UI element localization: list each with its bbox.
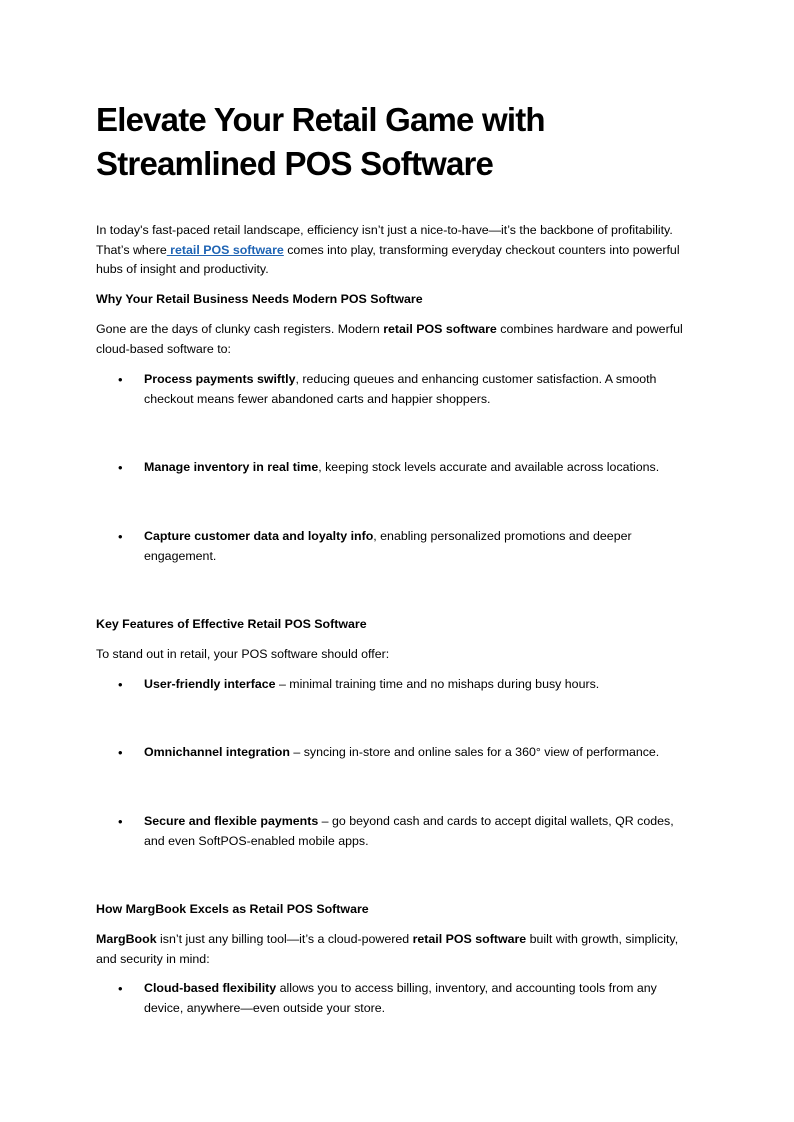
list-item-bold: Capture customer data and loyalty info [144, 529, 374, 543]
list-item-rest: – minimal training time and no mishaps during busy hours. [275, 677, 600, 691]
list-item-bold: Cloud-based flexibility [144, 981, 277, 995]
list-item-rest: allows you to access billing, inventory, and accounting tools from any device, anywhere—even outside your store. [144, 981, 657, 1015]
document-title [96, 98, 545, 186]
list-item-text [144, 812, 694, 851]
list-item-rest: , keeping stock levels accurate and available across locations. [318, 460, 660, 474]
section-heading-margbook: How MargBook Excels as Retail POS Software [96, 902, 369, 916]
list-item-bold: Secure and flexible payments [144, 814, 319, 828]
retail-pos-software-link[interactable]: retail POS software [166, 242, 284, 257]
bullet-icon: • [118, 677, 123, 692]
list-item-text [144, 979, 694, 1018]
section3-bold-2: retail POS software [412, 932, 527, 946]
bullet-icon: • [118, 372, 123, 387]
section-heading-key-features: Key Features of Effective Retail POS Software [96, 617, 367, 631]
title-line-1: Elevate Your Retail Game with [96, 101, 545, 138]
list-item-text [144, 675, 694, 695]
list-item-bold: Omnichannel integration [144, 745, 290, 759]
title-line-2: Streamlined POS Software [96, 145, 494, 182]
section1-bold: retail POS software [383, 322, 497, 336]
list-item-bold: User-friendly interface [144, 677, 276, 691]
section1-paragraph [96, 320, 696, 359]
bullet-icon: • [118, 460, 123, 475]
list-item-rest: – syncing in-store and online sales for a 360° view of performance. [289, 745, 660, 759]
section1-text-2: combines hardware and powerful cloud-based software to: [96, 322, 683, 356]
section3-text-1: isn’t just any billing tool—it’s a cloud-powered [156, 932, 413, 946]
list-item-text [144, 370, 694, 409]
intro-paragraph [96, 221, 696, 280]
intro-text-1: In today's fast-paced retail landscape, efficiency isn’t just a nice-to-have—it’s the backbone of profitability. That’s where [96, 223, 673, 257]
list-item-rest: – go beyond cash and cards to accept digital wallets, QR codes, and even SoftPOS-enabled mobile apps. [144, 814, 674, 848]
section3-text-2: built with growth, simplicity, and security in mind: [96, 932, 679, 966]
bullet-icon: • [118, 529, 123, 544]
bullet-icon: • [118, 814, 123, 829]
section3-bold-1: MargBook [96, 932, 157, 946]
section1-text-1: Gone are the days of clunky cash registers. Modern [96, 322, 384, 336]
list-item-rest: , reducing queues and enhancing customer satisfaction. A smooth checkout means fewer abandoned carts and happier shoppers. [144, 372, 657, 406]
list-item-bold: Manage inventory in real time [144, 460, 319, 474]
list-item-bold: Process payments swiftly [144, 372, 296, 386]
bullet-icon: • [118, 981, 123, 996]
list-item-text [144, 458, 694, 478]
section-heading-why: Why Your Retail Business Needs Modern POS Software [96, 292, 423, 306]
section2-paragraph: To stand out in retail, your POS software should offer: [96, 647, 390, 661]
bullet-icon: • [118, 745, 123, 760]
intro-text-2: comes into play, transforming everyday checkout counters into powerful hubs of insight and productivity. [96, 242, 680, 277]
list-item-rest: , enabling personalized promotions and deeper engagement. [144, 529, 632, 563]
list-item-text [144, 527, 694, 566]
list-item-text [144, 743, 694, 763]
section3-paragraph [96, 930, 696, 969]
